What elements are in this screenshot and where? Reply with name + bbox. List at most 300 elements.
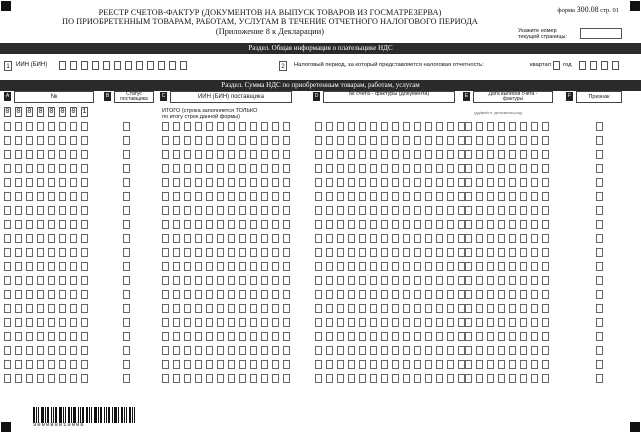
invoice-number-cell[interactable] bbox=[359, 206, 366, 215]
row-number-cell[interactable] bbox=[26, 192, 33, 201]
invoice-number-cell[interactable] bbox=[348, 290, 355, 299]
invoice-number-cell[interactable] bbox=[359, 276, 366, 285]
invoice-date-cell[interactable] bbox=[520, 192, 527, 201]
invoice-number-cell[interactable] bbox=[403, 290, 410, 299]
supplier-iin-cell[interactable] bbox=[206, 276, 213, 285]
supplier-iin-cell[interactable] bbox=[162, 150, 169, 159]
row-number-cell[interactable] bbox=[70, 164, 77, 173]
supplier-iin-cell[interactable] bbox=[162, 360, 169, 369]
row-number-cell[interactable] bbox=[70, 276, 77, 285]
invoice-number-cell[interactable] bbox=[425, 346, 432, 355]
iin-digit-cell[interactable] bbox=[103, 61, 110, 70]
invoice-number-cell[interactable] bbox=[315, 360, 322, 369]
row-number-cell[interactable] bbox=[15, 262, 22, 271]
invoice-date-cell[interactable] bbox=[542, 346, 549, 355]
invoice-number-cell[interactable] bbox=[392, 248, 399, 257]
invoice-number-cell[interactable] bbox=[403, 220, 410, 229]
invoice-date-cell[interactable] bbox=[476, 178, 483, 187]
supplier-iin-cell[interactable] bbox=[162, 374, 169, 383]
invoice-number-cell[interactable] bbox=[337, 346, 344, 355]
invoice-number-cell[interactable] bbox=[348, 150, 355, 159]
invoice-number-cell[interactable] bbox=[326, 262, 333, 271]
supplier-status-cell[interactable] bbox=[123, 192, 130, 201]
supplier-iin-cell[interactable] bbox=[184, 374, 191, 383]
invoice-number-cell[interactable] bbox=[359, 360, 366, 369]
invoice-number-cell[interactable] bbox=[326, 136, 333, 145]
invoice-number-cell[interactable] bbox=[326, 290, 333, 299]
row-number-cell[interactable] bbox=[70, 346, 77, 355]
supplier-iin-cell[interactable] bbox=[239, 318, 246, 327]
row-number-cell[interactable] bbox=[59, 192, 66, 201]
invoice-date-cell[interactable] bbox=[487, 332, 494, 341]
supplier-iin-cell[interactable] bbox=[272, 304, 279, 313]
invoice-number-cell[interactable] bbox=[458, 290, 465, 299]
invoice-number-cell[interactable] bbox=[381, 290, 388, 299]
supplier-iin-cell[interactable] bbox=[272, 164, 279, 173]
year-digit-cell[interactable] bbox=[579, 61, 586, 70]
supplier-iin-cell[interactable] bbox=[162, 304, 169, 313]
supplier-iin-cell[interactable] bbox=[239, 122, 246, 131]
invoice-date-cell[interactable] bbox=[531, 360, 538, 369]
invoice-number-cell[interactable] bbox=[381, 374, 388, 383]
supplier-iin-cell[interactable] bbox=[283, 248, 290, 257]
supplier-iin-cell[interactable] bbox=[228, 304, 235, 313]
supplier-iin-cell[interactable] bbox=[272, 346, 279, 355]
invoice-number-cell[interactable] bbox=[370, 290, 377, 299]
invoice-number-cell[interactable] bbox=[359, 318, 366, 327]
supplier-iin-cell[interactable] bbox=[217, 374, 224, 383]
invoice-number-cell[interactable] bbox=[425, 360, 432, 369]
invoice-number-cell[interactable] bbox=[436, 276, 443, 285]
invoice-number-cell[interactable] bbox=[403, 332, 410, 341]
invoice-number-cell[interactable] bbox=[370, 374, 377, 383]
invoice-date-cell[interactable] bbox=[465, 346, 472, 355]
invoice-number-cell[interactable] bbox=[403, 318, 410, 327]
supplier-iin-cell[interactable] bbox=[283, 290, 290, 299]
invoice-number-cell[interactable] bbox=[436, 304, 443, 313]
invoice-date-cell[interactable] bbox=[487, 192, 494, 201]
invoice-number-cell[interactable] bbox=[348, 136, 355, 145]
invoice-number-cell[interactable] bbox=[381, 192, 388, 201]
supplier-iin-cell[interactable] bbox=[173, 262, 180, 271]
supplier-iin-cell[interactable] bbox=[184, 178, 191, 187]
supplier-iin-cell[interactable] bbox=[217, 192, 224, 201]
invoice-number-cell[interactable] bbox=[458, 262, 465, 271]
feature-cell[interactable] bbox=[596, 150, 603, 159]
supplier-status-cell[interactable] bbox=[123, 178, 130, 187]
supplier-iin-cell[interactable] bbox=[228, 360, 235, 369]
supplier-iin-cell[interactable] bbox=[162, 276, 169, 285]
row-number-cell[interactable] bbox=[15, 290, 22, 299]
supplier-iin-cell[interactable] bbox=[206, 150, 213, 159]
invoice-number-cell[interactable] bbox=[326, 234, 333, 243]
supplier-iin-cell[interactable] bbox=[206, 332, 213, 341]
invoice-number-cell[interactable] bbox=[425, 122, 432, 131]
invoice-date-cell[interactable] bbox=[465, 248, 472, 257]
invoice-number-cell[interactable] bbox=[348, 304, 355, 313]
invoice-number-cell[interactable] bbox=[337, 304, 344, 313]
supplier-iin-cell[interactable] bbox=[162, 136, 169, 145]
invoice-date-cell[interactable] bbox=[498, 234, 505, 243]
invoice-number-cell[interactable] bbox=[414, 346, 421, 355]
supplier-iin-cell[interactable] bbox=[272, 178, 279, 187]
invoice-number-cell[interactable] bbox=[315, 304, 322, 313]
invoice-date-cell[interactable] bbox=[476, 346, 483, 355]
supplier-iin-cell[interactable] bbox=[250, 136, 257, 145]
supplier-iin-cell[interactable] bbox=[206, 164, 213, 173]
supplier-iin-cell[interactable] bbox=[206, 192, 213, 201]
row-number-cell[interactable] bbox=[81, 332, 88, 341]
supplier-status-cell[interactable] bbox=[123, 318, 130, 327]
supplier-iin-cell[interactable] bbox=[173, 374, 180, 383]
row-number-cell[interactable] bbox=[81, 220, 88, 229]
row-number-cell[interactable] bbox=[15, 206, 22, 215]
row-number-cell[interactable] bbox=[37, 304, 44, 313]
invoice-date-cell[interactable] bbox=[542, 192, 549, 201]
supplier-iin-cell[interactable] bbox=[195, 360, 202, 369]
row-number-cell[interactable] bbox=[26, 122, 33, 131]
supplier-iin-cell[interactable] bbox=[195, 178, 202, 187]
row-number-cell[interactable] bbox=[37, 136, 44, 145]
row-number-cell[interactable] bbox=[4, 374, 11, 383]
invoice-number-cell[interactable] bbox=[425, 150, 432, 159]
supplier-iin-cell[interactable] bbox=[195, 318, 202, 327]
row-number-cell[interactable] bbox=[15, 150, 22, 159]
supplier-iin-cell[interactable] bbox=[195, 304, 202, 313]
invoice-number-cell[interactable] bbox=[447, 220, 454, 229]
invoice-number-cell[interactable] bbox=[447, 122, 454, 131]
invoice-number-cell[interactable] bbox=[414, 164, 421, 173]
invoice-number-cell[interactable] bbox=[425, 220, 432, 229]
invoice-date-cell[interactable] bbox=[465, 178, 472, 187]
invoice-number-cell[interactable] bbox=[315, 164, 322, 173]
invoice-number-cell[interactable] bbox=[348, 164, 355, 173]
row-number-cell[interactable] bbox=[15, 346, 22, 355]
iin-digit-cell[interactable] bbox=[59, 61, 66, 70]
invoice-number-cell[interactable] bbox=[337, 360, 344, 369]
invoice-date-cell[interactable] bbox=[487, 360, 494, 369]
row-number-cell[interactable] bbox=[59, 276, 66, 285]
feature-cell[interactable] bbox=[596, 234, 603, 243]
invoice-date-cell[interactable] bbox=[498, 164, 505, 173]
supplier-iin-cell[interactable] bbox=[239, 164, 246, 173]
invoice-date-cell[interactable] bbox=[520, 164, 527, 173]
invoice-number-cell[interactable] bbox=[458, 220, 465, 229]
supplier-iin-cell[interactable] bbox=[261, 374, 268, 383]
invoice-date-cell[interactable] bbox=[498, 318, 505, 327]
iin-digit-cell[interactable] bbox=[125, 61, 132, 70]
invoice-date-cell[interactable] bbox=[487, 262, 494, 271]
row-number-cell[interactable] bbox=[15, 178, 22, 187]
invoice-number-cell[interactable] bbox=[392, 234, 399, 243]
supplier-iin-cell[interactable] bbox=[217, 178, 224, 187]
supplier-iin-cell[interactable] bbox=[206, 318, 213, 327]
invoice-date-cell[interactable] bbox=[509, 374, 516, 383]
invoice-date-cell[interactable] bbox=[531, 318, 538, 327]
invoice-date-cell[interactable] bbox=[476, 332, 483, 341]
invoice-date-cell[interactable] bbox=[498, 374, 505, 383]
invoice-number-cell[interactable] bbox=[381, 164, 388, 173]
supplier-iin-cell[interactable] bbox=[162, 346, 169, 355]
supplier-iin-cell[interactable] bbox=[261, 346, 268, 355]
iin-digit-cell[interactable] bbox=[81, 61, 88, 70]
row-number-cell[interactable] bbox=[37, 360, 44, 369]
invoice-number-cell[interactable] bbox=[381, 122, 388, 131]
invoice-number-cell[interactable] bbox=[337, 248, 344, 257]
row-number-cell[interactable] bbox=[48, 164, 55, 173]
invoice-number-cell[interactable] bbox=[447, 192, 454, 201]
invoice-number-cell[interactable] bbox=[315, 290, 322, 299]
feature-cell[interactable] bbox=[596, 276, 603, 285]
row-number-cell[interactable] bbox=[59, 248, 66, 257]
invoice-date-cell[interactable] bbox=[520, 122, 527, 131]
invoice-number-cell[interactable] bbox=[359, 262, 366, 271]
invoice-date-cell[interactable] bbox=[520, 276, 527, 285]
supplier-iin-cell[interactable] bbox=[195, 164, 202, 173]
row-number-cell[interactable] bbox=[81, 136, 88, 145]
invoice-date-cell[interactable] bbox=[542, 262, 549, 271]
supplier-iin-cell[interactable] bbox=[217, 262, 224, 271]
invoice-number-cell[interactable] bbox=[348, 262, 355, 271]
row-number-cell[interactable] bbox=[81, 150, 88, 159]
row-number-cell[interactable] bbox=[81, 262, 88, 271]
feature-cell[interactable] bbox=[596, 164, 603, 173]
row-number-cell[interactable] bbox=[4, 122, 11, 131]
invoice-date-cell[interactable] bbox=[487, 318, 494, 327]
row-number-cell[interactable] bbox=[81, 248, 88, 257]
supplier-iin-cell[interactable] bbox=[206, 360, 213, 369]
invoice-number-cell[interactable] bbox=[381, 276, 388, 285]
invoice-number-cell[interactable] bbox=[403, 150, 410, 159]
supplier-iin-cell[interactable] bbox=[195, 136, 202, 145]
invoice-date-cell[interactable] bbox=[487, 150, 494, 159]
invoice-number-cell[interactable] bbox=[425, 276, 432, 285]
invoice-number-cell[interactable] bbox=[337, 318, 344, 327]
invoice-number-cell[interactable] bbox=[337, 206, 344, 215]
row-number-cell[interactable] bbox=[15, 374, 22, 383]
invoice-number-cell[interactable] bbox=[392, 150, 399, 159]
invoice-number-cell[interactable] bbox=[458, 360, 465, 369]
invoice-date-cell[interactable] bbox=[509, 150, 516, 159]
invoice-date-cell[interactable] bbox=[531, 136, 538, 145]
supplier-iin-cell[interactable] bbox=[261, 304, 268, 313]
invoice-number-cell[interactable] bbox=[326, 276, 333, 285]
supplier-iin-cell[interactable] bbox=[261, 276, 268, 285]
invoice-date-cell[interactable] bbox=[476, 360, 483, 369]
row-number-cell[interactable] bbox=[26, 206, 33, 215]
supplier-iin-cell[interactable] bbox=[239, 290, 246, 299]
row-number-cell[interactable] bbox=[70, 304, 77, 313]
row-number-cell[interactable] bbox=[59, 122, 66, 131]
supplier-iin-cell[interactable] bbox=[272, 332, 279, 341]
invoice-number-cell[interactable] bbox=[359, 178, 366, 187]
supplier-iin-cell[interactable] bbox=[217, 220, 224, 229]
feature-cell[interactable] bbox=[596, 178, 603, 187]
iin-digit-cell[interactable] bbox=[136, 61, 143, 70]
supplier-iin-cell[interactable] bbox=[283, 220, 290, 229]
invoice-date-cell[interactable] bbox=[542, 304, 549, 313]
supplier-iin-cell[interactable] bbox=[173, 276, 180, 285]
invoice-date-cell[interactable] bbox=[498, 220, 505, 229]
supplier-iin-cell[interactable] bbox=[184, 122, 191, 131]
invoice-date-cell[interactable] bbox=[542, 360, 549, 369]
supplier-iin-cell[interactable] bbox=[283, 374, 290, 383]
invoice-date-cell[interactable] bbox=[465, 220, 472, 229]
supplier-iin-cell[interactable] bbox=[228, 248, 235, 257]
invoice-number-cell[interactable] bbox=[403, 360, 410, 369]
invoice-date-cell[interactable] bbox=[509, 178, 516, 187]
invoice-number-cell[interactable] bbox=[458, 332, 465, 341]
supplier-iin-cell[interactable] bbox=[283, 206, 290, 215]
row-number-cell[interactable] bbox=[26, 374, 33, 383]
supplier-iin-cell[interactable] bbox=[195, 290, 202, 299]
invoice-date-cell[interactable] bbox=[476, 290, 483, 299]
supplier-iin-cell[interactable] bbox=[250, 290, 257, 299]
invoice-date-cell[interactable] bbox=[487, 346, 494, 355]
invoice-number-cell[interactable] bbox=[414, 150, 421, 159]
invoice-number-cell[interactable] bbox=[337, 150, 344, 159]
invoice-date-cell[interactable] bbox=[487, 304, 494, 313]
invoice-number-cell[interactable] bbox=[403, 234, 410, 243]
supplier-iin-cell[interactable] bbox=[162, 192, 169, 201]
invoice-number-cell[interactable] bbox=[381, 234, 388, 243]
supplier-iin-cell[interactable] bbox=[239, 276, 246, 285]
row-number-cell[interactable] bbox=[37, 234, 44, 243]
invoice-date-cell[interactable] bbox=[542, 178, 549, 187]
invoice-number-cell[interactable] bbox=[414, 192, 421, 201]
invoice-date-cell[interactable] bbox=[531, 234, 538, 243]
supplier-iin-cell[interactable] bbox=[184, 234, 191, 243]
supplier-iin-cell[interactable] bbox=[173, 304, 180, 313]
row-number-cell[interactable] bbox=[59, 304, 66, 313]
supplier-iin-cell[interactable] bbox=[162, 332, 169, 341]
supplier-iin-cell[interactable] bbox=[272, 262, 279, 271]
supplier-iin-cell[interactable] bbox=[195, 262, 202, 271]
row-number-cell[interactable] bbox=[4, 164, 11, 173]
supplier-iin-cell[interactable] bbox=[261, 360, 268, 369]
supplier-status-cell[interactable] bbox=[123, 276, 130, 285]
supplier-iin-cell[interactable] bbox=[173, 346, 180, 355]
row-number-cell[interactable] bbox=[37, 164, 44, 173]
invoice-number-cell[interactable] bbox=[414, 262, 421, 271]
row-number-cell[interactable] bbox=[48, 360, 55, 369]
invoice-date-cell[interactable] bbox=[520, 178, 527, 187]
invoice-date-cell[interactable] bbox=[487, 374, 494, 383]
feature-cell[interactable] bbox=[596, 304, 603, 313]
supplier-iin-cell[interactable] bbox=[239, 234, 246, 243]
supplier-iin-cell[interactable] bbox=[228, 136, 235, 145]
invoice-date-cell[interactable] bbox=[520, 262, 527, 271]
supplier-iin-cell[interactable] bbox=[239, 248, 246, 257]
row-number-cell[interactable] bbox=[81, 374, 88, 383]
invoice-number-cell[interactable] bbox=[414, 290, 421, 299]
invoice-number-cell[interactable] bbox=[348, 234, 355, 243]
row-number-cell[interactable] bbox=[48, 234, 55, 243]
invoice-number-cell[interactable] bbox=[458, 304, 465, 313]
supplier-iin-cell[interactable] bbox=[162, 178, 169, 187]
supplier-iin-cell[interactable] bbox=[184, 262, 191, 271]
feature-cell[interactable] bbox=[596, 290, 603, 299]
invoice-date-cell[interactable] bbox=[531, 374, 538, 383]
row-number-cell[interactable] bbox=[59, 164, 66, 173]
invoice-number-cell[interactable] bbox=[370, 248, 377, 257]
supplier-status-cell[interactable] bbox=[123, 136, 130, 145]
invoice-number-cell[interactable] bbox=[458, 178, 465, 187]
invoice-number-cell[interactable] bbox=[447, 150, 454, 159]
supplier-iin-cell[interactable] bbox=[206, 122, 213, 131]
supplier-iin-cell[interactable] bbox=[272, 290, 279, 299]
iin-digit-cell[interactable] bbox=[158, 61, 165, 70]
invoice-number-cell[interactable] bbox=[348, 122, 355, 131]
supplier-iin-cell[interactable] bbox=[195, 122, 202, 131]
row-number-cell[interactable] bbox=[37, 262, 44, 271]
row-number-cell[interactable] bbox=[81, 360, 88, 369]
invoice-number-cell[interactable] bbox=[447, 332, 454, 341]
invoice-date-cell[interactable] bbox=[476, 122, 483, 131]
row-number-cell[interactable] bbox=[70, 234, 77, 243]
supplier-iin-cell[interactable] bbox=[206, 220, 213, 229]
supplier-status-cell[interactable] bbox=[123, 234, 130, 243]
invoice-number-cell[interactable] bbox=[392, 192, 399, 201]
invoice-number-cell[interactable] bbox=[392, 318, 399, 327]
row-number-cell[interactable] bbox=[4, 220, 11, 229]
invoice-date-cell[interactable] bbox=[498, 122, 505, 131]
supplier-iin-cell[interactable] bbox=[173, 164, 180, 173]
invoice-number-cell[interactable] bbox=[447, 304, 454, 313]
feature-cell[interactable] bbox=[596, 136, 603, 145]
invoice-date-cell[interactable] bbox=[520, 290, 527, 299]
row-number-cell[interactable] bbox=[81, 318, 88, 327]
feature-cell[interactable] bbox=[596, 192, 603, 201]
supplier-iin-cell[interactable] bbox=[261, 220, 268, 229]
invoice-date-cell[interactable] bbox=[498, 206, 505, 215]
invoice-date-cell[interactable] bbox=[476, 150, 483, 159]
invoice-number-cell[interactable] bbox=[370, 192, 377, 201]
invoice-number-cell[interactable] bbox=[392, 122, 399, 131]
supplier-iin-cell[interactable] bbox=[206, 178, 213, 187]
row-number-cell[interactable] bbox=[70, 248, 77, 257]
invoice-number-cell[interactable] bbox=[337, 276, 344, 285]
invoice-number-cell[interactable] bbox=[381, 248, 388, 257]
row-number-cell[interactable] bbox=[81, 192, 88, 201]
row-number-cell[interactable] bbox=[26, 136, 33, 145]
invoice-date-cell[interactable] bbox=[498, 178, 505, 187]
invoice-number-cell[interactable] bbox=[436, 220, 443, 229]
invoice-number-cell[interactable] bbox=[315, 122, 322, 131]
supplier-iin-cell[interactable] bbox=[162, 122, 169, 131]
supplier-iin-cell[interactable] bbox=[184, 150, 191, 159]
invoice-date-cell[interactable] bbox=[509, 276, 516, 285]
supplier-iin-cell[interactable] bbox=[162, 164, 169, 173]
invoice-number-cell[interactable] bbox=[359, 150, 366, 159]
invoice-number-cell[interactable] bbox=[315, 346, 322, 355]
invoice-date-cell[interactable] bbox=[476, 192, 483, 201]
row-number-cell[interactable] bbox=[48, 122, 55, 131]
supplier-iin-cell[interactable] bbox=[250, 318, 257, 327]
supplier-iin-cell[interactable] bbox=[283, 122, 290, 131]
invoice-number-cell[interactable] bbox=[337, 164, 344, 173]
supplier-iin-cell[interactable] bbox=[217, 164, 224, 173]
row-number-cell[interactable] bbox=[59, 262, 66, 271]
supplier-iin-cell[interactable] bbox=[272, 150, 279, 159]
invoice-date-cell[interactable] bbox=[520, 150, 527, 159]
invoice-number-cell[interactable] bbox=[326, 304, 333, 313]
supplier-iin-cell[interactable] bbox=[239, 136, 246, 145]
invoice-number-cell[interactable] bbox=[436, 360, 443, 369]
row-number-cell[interactable] bbox=[48, 136, 55, 145]
invoice-number-cell[interactable] bbox=[392, 346, 399, 355]
invoice-number-cell[interactable] bbox=[414, 122, 421, 131]
